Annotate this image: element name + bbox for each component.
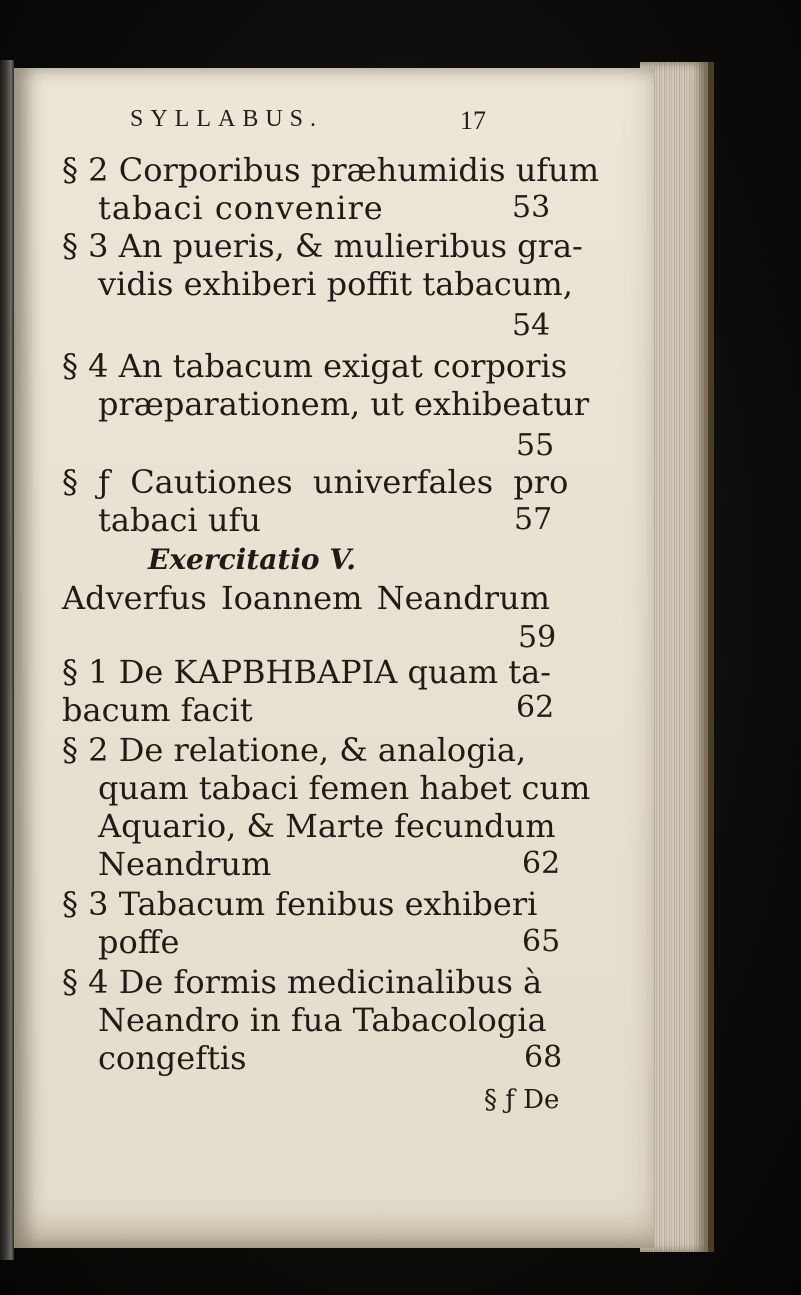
- entry-line: tabaci convenire: [98, 189, 384, 227]
- entry-line: § 3 An pueris, & mulieribus gra-: [62, 227, 583, 265]
- entry-line: Neandrum: [98, 845, 272, 883]
- catchword: § ƒ De: [484, 1085, 560, 1115]
- page-ref: 57: [514, 502, 553, 537]
- page-ref: 62: [522, 846, 561, 881]
- entry-line: Neandro in fua Tabacologia: [98, 1001, 547, 1039]
- entry-line: bacum facit: [62, 691, 253, 729]
- running-title: SYLLABUS.: [130, 106, 324, 132]
- binding-edge: [0, 60, 14, 1260]
- entry-line: § 4 An tabacum exigat corporis: [62, 347, 568, 385]
- page-ref: 65: [522, 924, 561, 959]
- section-heading: Exercitatio V.: [148, 543, 356, 576]
- folio-number: 17: [460, 106, 486, 135]
- entry-line: § 1 De ΚΑΡΒΗΒΑΡΙΑ quam ta-: [62, 653, 551, 691]
- page-ref: 54: [512, 308, 551, 343]
- entry-line: tabaci ufu: [98, 501, 261, 539]
- entry-line: § 3 Tabacum fenibus exhiberi: [62, 885, 538, 923]
- page-ref: 59: [518, 620, 557, 655]
- entry-line: § ƒ Cautiones univerfales pro: [62, 463, 569, 501]
- page-ref: 55: [516, 428, 555, 463]
- page-ref: 62: [516, 690, 555, 725]
- entry-line: poffe: [98, 923, 180, 961]
- page-ref: 68: [524, 1040, 563, 1075]
- running-header: [130, 106, 630, 133]
- entry-line: congeftis: [98, 1039, 247, 1077]
- page-ref: 53: [512, 190, 551, 225]
- entry-line: Aquario, & Marte fecundum: [98, 807, 556, 845]
- entry-line: quam tabaci femen habet cum: [98, 769, 591, 807]
- entry-line: vidis exhiberi poffit tabacum,: [98, 265, 573, 303]
- entry-line: § 4 De formis medicinalibus à: [62, 963, 543, 1001]
- entry-line: Adverfus Ioannem Neandrum: [62, 579, 550, 617]
- entry-line: § 2 De relatione, & analogia,: [62, 731, 527, 769]
- entry-line: præparationem, ut exhibeatur: [98, 385, 590, 423]
- entry-line: § 2 Corporibus præhumidis ufum: [62, 151, 600, 189]
